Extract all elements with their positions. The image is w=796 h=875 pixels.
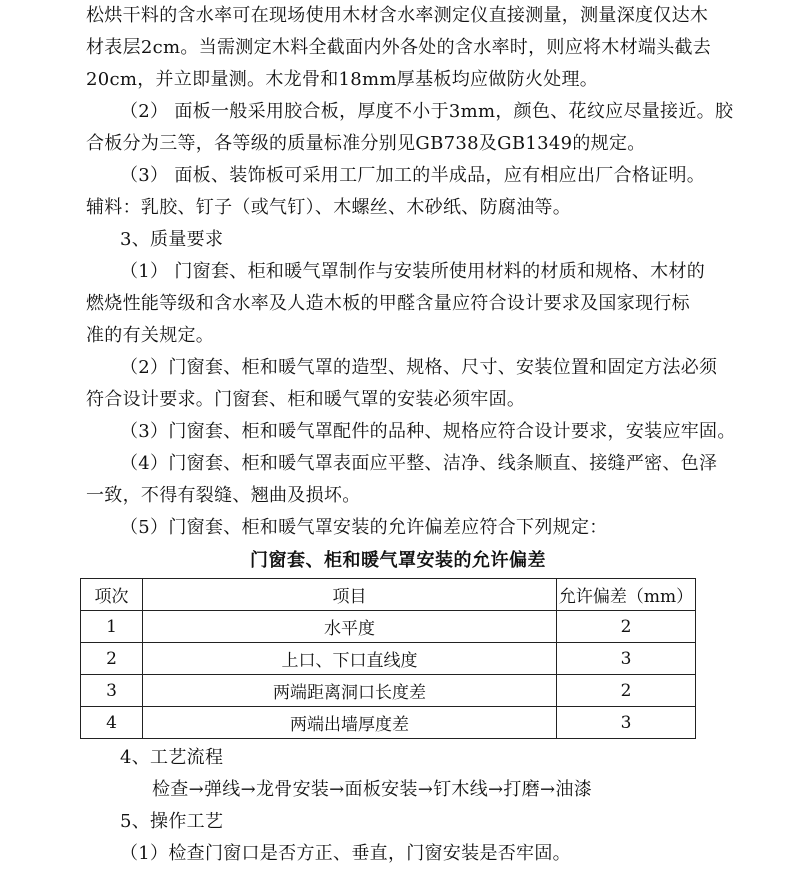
paragraph-line: （3） 面板、装饰板可采用工厂加工的半成品，应有相应出厂合格证明。	[120, 165, 706, 186]
cell-tolerance: 2	[557, 611, 696, 643]
table-title: 门窗套、柜和暖气罩安装的允许偏差	[250, 550, 546, 571]
paragraph-line: 20cm，并立即量测。木龙骨和18mm厚基板均应做防火处理。	[86, 69, 599, 90]
paragraph-line: 一致，不得有裂缝、翘曲及损坏。	[86, 485, 361, 506]
table-row	[81, 707, 696, 739]
paragraph-line: （4）门窗套、柜和暖气罩表面应平整、洁净、线条顺直、接缝严密、色泽	[120, 453, 718, 474]
cell-item-no: 2	[81, 643, 143, 675]
cell-tolerance: 2	[557, 675, 696, 707]
paragraph-line: （1） 门窗套、柜和暖气罩制作与安装所使用材料的材质和规格、木材的	[120, 261, 706, 282]
cell-item-no: 3	[81, 675, 143, 707]
cell-item: 两端出墙厚度差	[143, 707, 557, 739]
table-row	[81, 611, 696, 643]
cell-item: 上口、下口直线度	[143, 643, 557, 675]
header-tolerance: 允许偏差（mm）	[557, 579, 696, 611]
paragraph-line: 燃烧性能等级和含水率及人造木板的甲醛含量应符合设计要求及国家现行标	[86, 293, 690, 314]
paragraph-line: 材表层2cm。当需测定木料全截面内外各处的含水率时，则应将木材端头截去	[86, 37, 712, 58]
cell-item: 两端距离洞口长度差	[143, 675, 557, 707]
section-heading: 4、工艺流程	[120, 747, 224, 768]
header-item: 项目	[143, 579, 557, 611]
process-flow: 检查→弹线→龙骨安装→面板安装→钉木线→打磨→油漆	[152, 779, 592, 800]
section-heading: 5、操作工艺	[120, 811, 224, 832]
paragraph-line: （1）检查门窗口是否方正、垂直，门窗安装是否牢固。	[120, 843, 571, 864]
cell-tolerance: 3	[557, 643, 696, 675]
paragraph-line: 合板分为三等，各等级的质量标准分别见GB738及GB1349的规定。	[86, 133, 646, 154]
cell-item-no: 1	[81, 611, 143, 643]
section-heading: 3、质量要求	[120, 229, 224, 250]
paragraph-line: （2） 面板一般采用胶合板，厚度不小于3mm，颜色、花纹应尽量接近。胶	[120, 101, 734, 122]
cell-item-no: 4	[81, 707, 143, 739]
paragraph-line: 松烘干料的含水率可在现场使用木材含水率测定仪直接测量，测量深度仅达木	[86, 5, 709, 26]
paragraph-line: 符合设计要求。门窗套、柜和暖气罩的安装必须牢固。	[86, 389, 526, 410]
table-header-row	[81, 579, 696, 611]
cell-item: 水平度	[143, 611, 557, 643]
header-item-no: 项次	[81, 579, 143, 611]
tolerance-table	[80, 578, 696, 739]
paragraph-line: 准的有关规定。	[86, 325, 215, 346]
paragraph-line: 辅料：乳胶、钉子（或气钉）、木螺丝、木砂纸、防腐油等。	[86, 197, 572, 218]
paragraph-line: （3）门窗套、柜和暖气罩配件的品种、规格应符合设计要求，安装应牢固。	[120, 421, 736, 442]
cell-tolerance: 3	[557, 707, 696, 739]
table-row	[81, 643, 696, 675]
table-row	[81, 675, 696, 707]
paragraph-line: （5）门窗套、柜和暖气罩安装的允许偏差应符合下列规定：	[120, 517, 608, 538]
paragraph-line: （2）门窗套、柜和暖气罩的造型、规格、尺寸、安装位置和固定方法必须	[120, 357, 718, 378]
